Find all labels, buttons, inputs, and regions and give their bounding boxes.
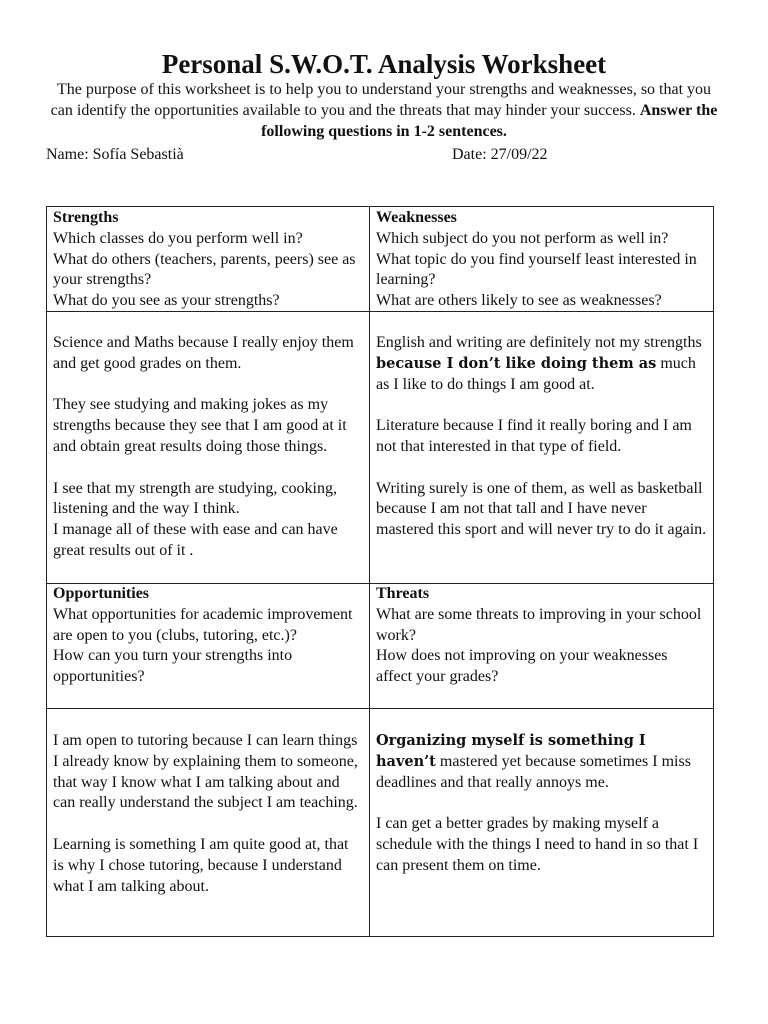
opportunities-heading: Opportunities: [53, 585, 150, 602]
opportunities-answer-cell: [47, 731, 369, 897]
weaknesses-answer: Writing surely is one of them, as well as basketball because I am not that tall and I have never mastered this sport and will never try to do it again.: [376, 479, 707, 539]
threats-answer-bold: Organizing myself is something I haven’t: [376, 732, 646, 770]
threats-answer: I can get a better grades by making myself a schedule with the things I need to hand in so that I can present them on time.: [376, 815, 699, 874]
opportunities-question-cell: [47, 584, 369, 688]
weaknesses-answer: [376, 333, 707, 395]
weaknesses-answer-start: English and writing are definitely not my strengths: [376, 334, 702, 351]
strengths-heading: Strengths: [53, 209, 119, 226]
weaknesses-question-cell: [370, 208, 713, 312]
weaknesses-answer-cell: [370, 333, 713, 541]
strengths-answer: I manage all of these with ease and can have great results out of it .: [53, 521, 338, 559]
strengths-answer: They see studying and making jokes as my strengths because they see that I am good at it and obtain great results doing those things.: [53, 396, 347, 455]
strengths-question: What do you see as your strengths?: [53, 292, 280, 310]
row-divider: [47, 708, 713, 709]
strengths-answer-cell: [47, 333, 369, 562]
threats-question: How does not improving on your weaknesses affect your grades?: [376, 647, 668, 686]
weaknesses-question: What topic do you find yourself least interested in learning?: [376, 250, 697, 289]
strengths-question: Which classes do you perform well in?: [53, 229, 303, 247]
weaknesses-answer: Literature because I find it really boring and I am not that interested in that type of field.: [376, 417, 692, 455]
intro-text: The purpose of this worksheet is to help you to understand your strengths and weaknesses, so that you can identify the opportunities available to you and the threats that may hinder your success.: [50, 81, 712, 119]
weaknesses-question: What are others likely to see as weaknesses?: [376, 292, 662, 310]
threats-answer-cell: [370, 731, 713, 877]
threats-answer: [376, 731, 707, 793]
worksheet-date: Date: 27/09/22: [452, 146, 548, 163]
intro-emphasis: Answer the following questions in 1-2 sentences.: [261, 102, 718, 140]
weaknesses-question: Which subject do you not perform as well in?: [376, 229, 669, 247]
opportunities-question: How can you turn your strengths into opportunities?: [53, 647, 293, 686]
worksheet-title: Personal S.W.O.T. Analysis Worksheet: [161, 49, 607, 79]
strengths-question-cell: [47, 208, 369, 312]
weaknesses-heading: Weaknesses: [376, 209, 457, 226]
strengths-answer: Science and Maths because I really enjoy them and get good grades on them.: [53, 334, 354, 372]
threats-heading: Threats: [376, 585, 430, 602]
student-name: Name: Sofía Sebastià: [46, 146, 184, 163]
weaknesses-answer-bold: because I don’t like doing them as: [376, 354, 657, 372]
strengths-question: What do others (teachers, parents, peers) see as your strengths?: [53, 250, 356, 289]
threats-answer-end: mastered yet because sometimes I miss deadlines and that really annoys me.: [376, 752, 691, 791]
opportunities-question: What opportunities for academic improvement are open to you (clubs, tutoring, etc.)?: [53, 605, 353, 644]
swot-table: [46, 206, 714, 937]
threats-question: What are some threats to improving in your school work?: [376, 605, 702, 644]
opportunities-answer: I am open to tutoring because I can learn things I already know by explaining them to someone, that way I know what I am talking about and can really understand the subject I am teaching.: [53, 732, 358, 812]
intro-paragraph: [44, 79, 724, 142]
opportunities-answer: Learning is something I am quite good at, that is why I chose tutoring, because I understand what I am talking about.: [53, 835, 349, 895]
threats-question-cell: [370, 584, 713, 688]
weaknesses-answer-end: much as I like to do things I am good at.: [376, 354, 696, 393]
strengths-answer: I see that my strength are studying, cooking, listening and the way I think.: [53, 479, 337, 518]
